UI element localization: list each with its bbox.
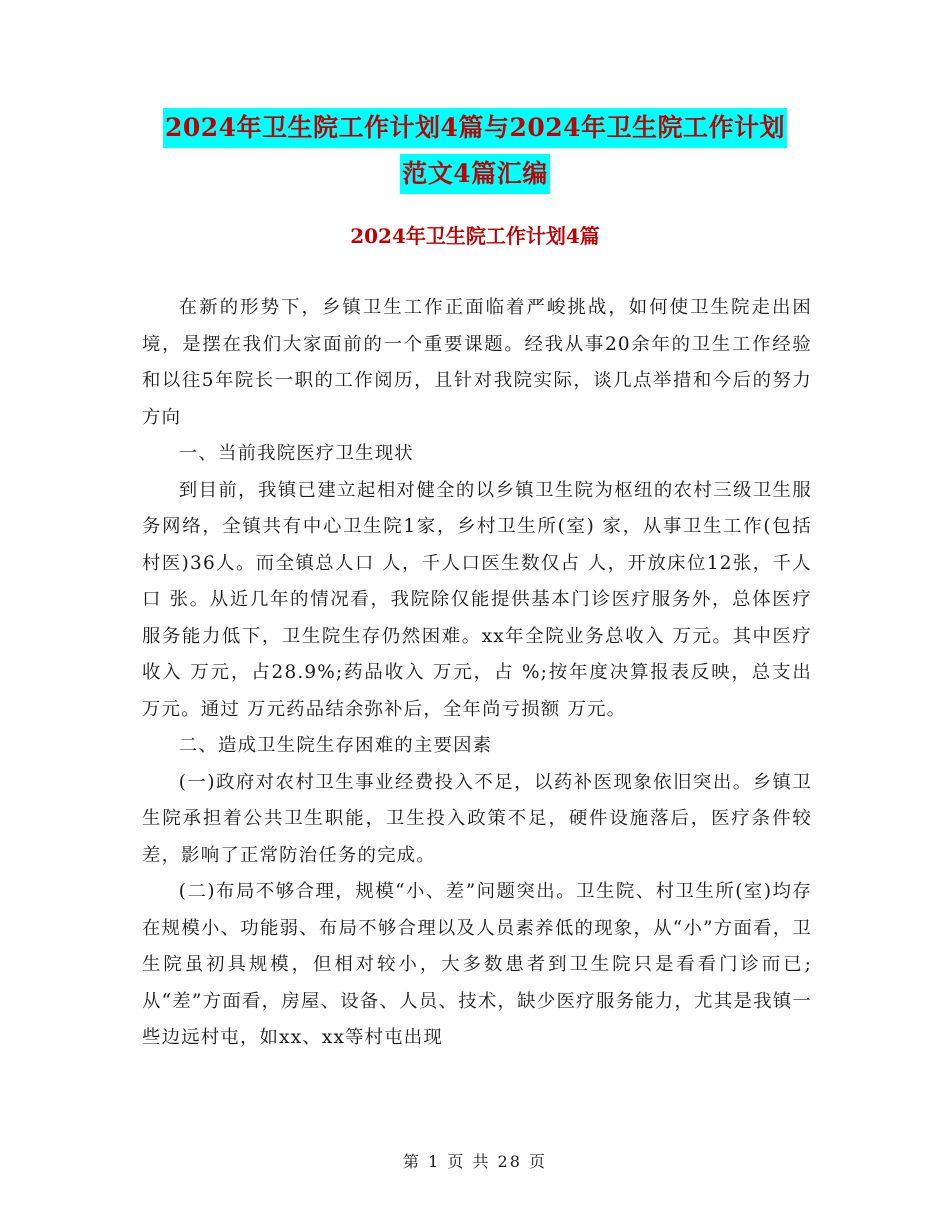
title-line-2: 范文4篇汇编 (400, 154, 549, 194)
heading-current-status: 一、当前我院医疗卫生现状 (178, 443, 414, 464)
page-number-footer: 第 1 页 共 28 页 (403, 1152, 547, 1171)
section-title: 2024年卫生院工作计划4篇 (350, 224, 600, 248)
document-title (0, 108, 950, 200)
heading-main-factors: 二、造成卫生院生存困难的主要因素 (178, 735, 493, 756)
paragraph-factor-2: (二)布局不够合理，规模“小、差”问题突出。卫生院、村卫生所(室)均存在规模小、功能弱、布局不够合理以及人员素养低的现象，从“小”方面看，卫生院虽初具规模，但相对较小，大多数患者到卫生院只是看看门诊而已;从“差”方面看，房屋、设备、人员、技术，缺少医疗服务能力，尤其是我镇一些边远村屯，如xx、xx等村屯出现 (142, 881, 812, 1048)
title-line-1: 2024年卫生院工作计划4篇与2024年卫生院工作计划 (163, 108, 787, 148)
document-body (142, 290, 812, 1057)
paragraph-intro: 在新的形势下，乡镇卫生工作正面临着严峻挑战，如何使卫生院走出困境，是摆在我们大家面前的一个重要课题。经我从事20余年的卫生工作经验和以往5年院长一职的工作阅历，且针对我院实际，谈几点举措和今后的努力方向 (142, 297, 812, 428)
paragraph-current-status: 到目前，我镇已建立起相对健全的以乡镇卫生院为枢纽的农村三级卫生服务网络，全镇共有中心卫生院1家，乡村卫生所(室) 家，从事卫生工作(包括村医)36人。而全镇总人口 人，千人口医生数仅占 人，开放床位12张，千人口 张。从近几年的情况看，我院除仅能提供基本门诊医疗服务外，总体医疗服务能力低下，卫生院生存仍然困难。xx年全院业务总收入 万元。其中医疗收入 万元，占28.9%;药品收入 万元，占 %;按年度决算报表反映，总支出 万元。通过 万元药品结余弥补后，全年尚亏损额 万元。 (142, 479, 812, 720)
paragraph-factor-1: (一)政府对农村卫生事业经费投入不足，以药补医现象依旧突出。乡镇卫生院承担着公共卫生职能，卫生投入政策不足，硬件设施落后，医疗条件较差，影响了正常防治任务的完成。 (142, 771, 812, 866)
